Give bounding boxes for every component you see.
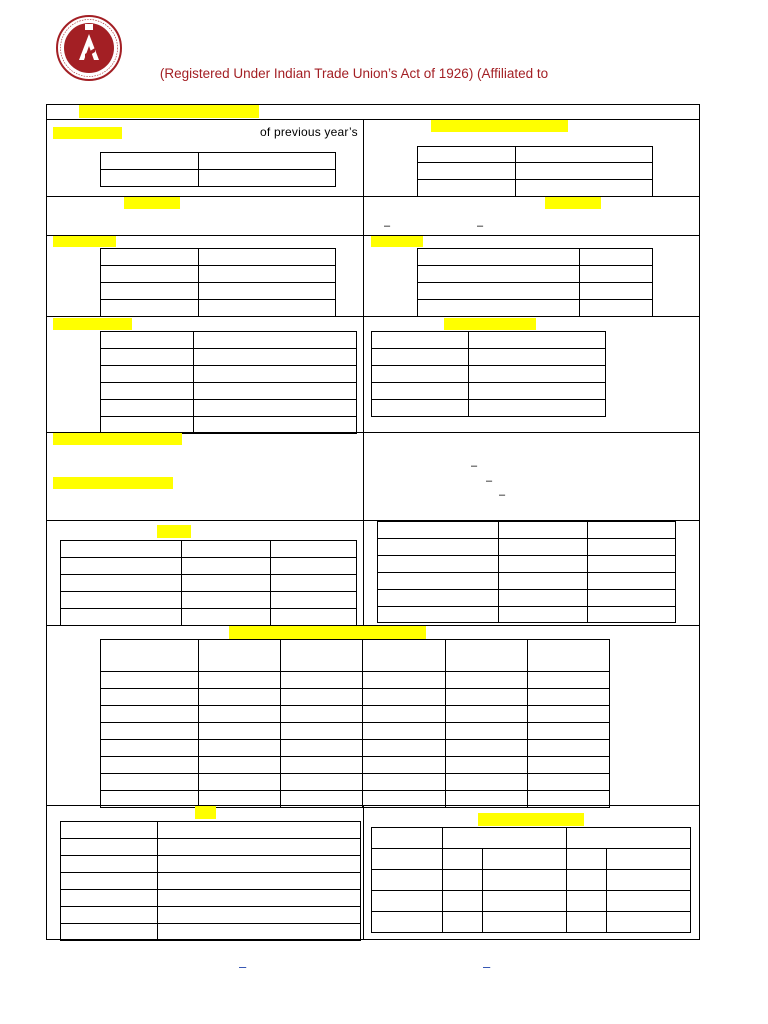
table-cell[interactable]: [281, 689, 363, 706]
table-cell[interactable]: [199, 723, 281, 740]
table-cell[interactable]: [372, 400, 469, 417]
table-cell[interactable]: [199, 757, 281, 774]
table-cell[interactable]: [372, 366, 469, 383]
table-cell[interactable]: [101, 757, 199, 774]
right-table-1: [417, 146, 653, 197]
table-cell[interactable]: [588, 539, 676, 556]
table-cell[interactable]: [61, 873, 158, 890]
table-cell[interactable]: [101, 740, 199, 757]
table-cell[interactable]: [101, 672, 199, 689]
table-cell[interactable]: [194, 349, 357, 366]
table-cell[interactable]: [199, 640, 281, 672]
table-cell[interactable]: [182, 575, 271, 592]
table-cell[interactable]: [378, 590, 499, 607]
table-cell[interactable]: [446, 757, 528, 774]
table-cell[interactable]: [588, 607, 676, 623]
table-cell[interactable]: [363, 706, 446, 723]
table-cell[interactable]: [363, 672, 446, 689]
table-cell[interactable]: [199, 283, 336, 300]
field-label-highlight: [444, 318, 536, 330]
table-cell[interactable]: [101, 706, 199, 723]
table-cell[interactable]: [446, 723, 528, 740]
left-table-4: [60, 540, 357, 626]
table-cell[interactable]: [182, 541, 271, 558]
table-cell[interactable]: [567, 912, 607, 933]
table-cell[interactable]: [418, 180, 516, 197]
table-cell[interactable]: [483, 849, 567, 870]
table-cell[interactable]: [182, 609, 271, 626]
right-table-4: [377, 521, 676, 623]
table-cell[interactable]: [281, 640, 363, 672]
table-cell[interactable]: [101, 640, 199, 672]
table-cell[interactable]: [199, 774, 281, 791]
table-cell[interactable]: [372, 349, 469, 366]
table-cell[interactable]: [607, 891, 691, 912]
table-cell[interactable]: [528, 723, 610, 740]
field-label-highlight: [53, 318, 132, 330]
table-cell[interactable]: [158, 890, 361, 907]
table-cell[interactable]: [446, 774, 528, 791]
field-label-highlight: [229, 626, 426, 639]
table-cell[interactable]: [271, 558, 357, 575]
table-cell[interactable]: [483, 891, 567, 912]
table-cell[interactable]: [194, 417, 357, 434]
title-highlight: [79, 105, 259, 118]
table-cell[interactable]: [271, 541, 357, 558]
table-cell[interactable]: [499, 522, 588, 539]
left-table-3: [100, 331, 357, 434]
table-cell[interactable]: [499, 539, 588, 556]
table-cell[interactable]: [281, 791, 363, 808]
table-cell[interactable]: [61, 558, 182, 575]
table-cell[interactable]: [516, 163, 653, 180]
right-table-2: [417, 248, 653, 317]
table-cell[interactable]: [158, 873, 361, 890]
table-cell[interactable]: [378, 573, 499, 590]
table-cell[interactable]: [281, 740, 363, 757]
table-cell[interactable]: [281, 757, 363, 774]
table-cell[interactable]: [199, 706, 281, 723]
table-cell[interactable]: [469, 366, 606, 383]
table-cell[interactable]: [567, 828, 691, 849]
table-cell[interactable]: [372, 870, 443, 891]
table-cell[interactable]: [363, 774, 446, 791]
previous-year-label: of previous year’s: [260, 125, 358, 139]
table-cell[interactable]: [194, 400, 357, 417]
field-label-highlight: [53, 477, 173, 489]
table-cell[interactable]: [443, 870, 483, 891]
table-cell[interactable]: [372, 849, 443, 870]
table-cell[interactable]: [61, 592, 182, 609]
table-cell[interactable]: [158, 856, 361, 873]
field-label-highlight: [478, 813, 584, 826]
table-cell[interactable]: [446, 640, 528, 672]
table-cell[interactable]: [281, 723, 363, 740]
table-cell[interactable]: [101, 153, 199, 170]
table-cell[interactable]: [607, 849, 691, 870]
table-cell[interactable]: [199, 300, 336, 317]
table-cell[interactable]: [528, 672, 610, 689]
table-cell[interactable]: [446, 706, 528, 723]
table-cell[interactable]: [199, 249, 336, 266]
table-cell[interactable]: [101, 366, 194, 383]
table-cell[interactable]: [499, 590, 588, 607]
table-cell[interactable]: [372, 383, 469, 400]
table-cell[interactable]: [281, 672, 363, 689]
dash-mark: –: [384, 220, 391, 232]
table-cell[interactable]: [199, 689, 281, 706]
table-cell[interactable]: [271, 609, 357, 626]
table-cell[interactable]: [372, 828, 443, 849]
table-cell[interactable]: [271, 592, 357, 609]
table-cell[interactable]: [363, 689, 446, 706]
table-cell[interactable]: [580, 283, 653, 300]
table-cell[interactable]: [418, 283, 580, 300]
table-cell[interactable]: [199, 791, 281, 808]
table-cell[interactable]: [418, 147, 516, 163]
dash-mark: –: [486, 475, 493, 487]
table-cell[interactable]: [158, 907, 361, 924]
table-cell[interactable]: [446, 791, 528, 808]
field-label-highlight: [371, 236, 423, 247]
table-cell[interactable]: [158, 839, 361, 856]
table-cell[interactable]: [194, 383, 357, 400]
field-label-highlight: [53, 236, 116, 247]
col-divider-b: [363, 805, 364, 940]
col-divider-a: [363, 119, 364, 625]
table-cell[interactable]: [61, 822, 158, 839]
table-cell[interactable]: [588, 556, 676, 573]
table-cell[interactable]: [61, 856, 158, 873]
table-cell[interactable]: [194, 366, 357, 383]
table-cell[interactable]: [101, 383, 194, 400]
table-cell[interactable]: [101, 689, 199, 706]
table-cell[interactable]: [363, 757, 446, 774]
table-cell[interactable]: [61, 839, 158, 856]
field-label-highlight: [124, 197, 180, 209]
table-cell[interactable]: [199, 153, 336, 170]
table-cell[interactable]: [499, 556, 588, 573]
table-cell[interactable]: [372, 332, 469, 349]
table-cell[interactable]: [101, 791, 199, 808]
registration-header: (Registered Under Indian Trade Union’s Act of 1926) (Affiliated to: [159, 66, 549, 81]
table-cell[interactable]: [528, 757, 610, 774]
table-cell[interactable]: [199, 672, 281, 689]
table-cell[interactable]: [271, 575, 357, 592]
table-cell[interactable]: [528, 689, 610, 706]
row-divider-1: [46, 119, 700, 120]
footer-link-mark[interactable]: –: [239, 959, 247, 974]
table-cell[interactable]: [469, 349, 606, 366]
table-cell[interactable]: [158, 822, 361, 839]
table-cell[interactable]: [101, 332, 194, 349]
table-cell[interactable]: [446, 672, 528, 689]
table-cell[interactable]: [378, 522, 499, 539]
table-cell[interactable]: [580, 266, 653, 283]
table-cell[interactable]: [61, 609, 182, 626]
table-cell[interactable]: [61, 890, 158, 907]
table-cell[interactable]: [378, 607, 499, 623]
table-cell[interactable]: [363, 791, 446, 808]
table-cell[interactable]: [528, 640, 610, 672]
table-cell[interactable]: [528, 791, 610, 808]
table-cell[interactable]: [567, 849, 607, 870]
dash-mark: –: [477, 220, 484, 232]
dash-mark: –: [471, 460, 478, 472]
table-cell[interactable]: [101, 417, 194, 434]
table-cell[interactable]: [580, 300, 653, 317]
table-cell[interactable]: [443, 891, 483, 912]
table-cell[interactable]: [363, 640, 446, 672]
right-table-5: [371, 827, 691, 933]
table-cell[interactable]: [101, 249, 199, 266]
table-cell[interactable]: [199, 266, 336, 283]
table-cell[interactable]: [469, 332, 606, 349]
table-cell[interactable]: [101, 774, 199, 791]
table-cell[interactable]: [363, 723, 446, 740]
left-table-1: [100, 152, 336, 187]
field-label-highlight: [53, 433, 182, 445]
field-label-highlight: [53, 127, 122, 139]
left-table-2: [100, 248, 336, 317]
wide-table: [100, 639, 610, 808]
table-cell[interactable]: [199, 740, 281, 757]
table-cell[interactable]: [446, 689, 528, 706]
table-cell[interactable]: [499, 573, 588, 590]
table-cell[interactable]: [528, 774, 610, 791]
table-cell[interactable]: [443, 912, 483, 933]
table-cell[interactable]: [363, 740, 446, 757]
right-table-3: [371, 331, 606, 417]
table-cell[interactable]: [101, 723, 199, 740]
table-cell[interactable]: [483, 870, 567, 891]
table-cell[interactable]: [101, 400, 194, 417]
table-cell[interactable]: [101, 170, 199, 187]
field-label-highlight: [431, 120, 568, 132]
table-cell[interactable]: [182, 592, 271, 609]
table-cell[interactable]: [588, 590, 676, 607]
table-cell[interactable]: [182, 558, 271, 575]
table-cell[interactable]: [443, 828, 567, 849]
table-cell[interactable]: [443, 849, 483, 870]
table-cell[interactable]: [101, 349, 194, 366]
table-cell[interactable]: [101, 266, 199, 283]
table-cell[interactable]: [372, 912, 443, 933]
table-cell[interactable]: [281, 706, 363, 723]
table-cell[interactable]: [580, 249, 653, 266]
table-cell[interactable]: [446, 740, 528, 757]
table-cell[interactable]: [528, 706, 610, 723]
table-cell[interactable]: [499, 607, 588, 623]
table-cell[interactable]: [567, 870, 607, 891]
left-table-5: [60, 821, 361, 941]
table-cell[interactable]: [588, 573, 676, 590]
table-cell[interactable]: [61, 907, 158, 924]
table-cell[interactable]: [469, 400, 606, 417]
table-cell[interactable]: [607, 912, 691, 933]
table-cell[interactable]: [418, 300, 580, 317]
table-cell[interactable]: [528, 740, 610, 757]
table-cell[interactable]: [194, 332, 357, 349]
table-cell[interactable]: [516, 180, 653, 197]
table-cell[interactable]: [607, 870, 691, 891]
footer-link-mark[interactable]: –: [483, 959, 491, 974]
table-cell[interactable]: [418, 249, 580, 266]
table-cell[interactable]: [588, 522, 676, 539]
table-cell[interactable]: [101, 300, 199, 317]
table-cell[interactable]: [469, 383, 606, 400]
table-cell[interactable]: [378, 556, 499, 573]
table-cell[interactable]: [101, 283, 199, 300]
table-cell[interactable]: [372, 891, 443, 912]
table-cell[interactable]: [61, 575, 182, 592]
table-cell[interactable]: [61, 924, 158, 941]
table-cell[interactable]: [281, 774, 363, 791]
field-label-highlight: [157, 525, 191, 538]
table-cell[interactable]: [199, 170, 336, 187]
table-cell[interactable]: [61, 541, 182, 558]
field-label-highlight: [545, 197, 601, 209]
field-label-highlight: [195, 806, 216, 819]
table-cell[interactable]: [418, 266, 580, 283]
table-cell[interactable]: [418, 163, 516, 180]
table-cell[interactable]: [158, 924, 361, 941]
table-cell[interactable]: [378, 539, 499, 556]
table-cell[interactable]: [516, 147, 653, 163]
dash-mark: –: [499, 489, 506, 501]
table-cell[interactable]: [483, 912, 567, 933]
table-cell[interactable]: [567, 891, 607, 912]
